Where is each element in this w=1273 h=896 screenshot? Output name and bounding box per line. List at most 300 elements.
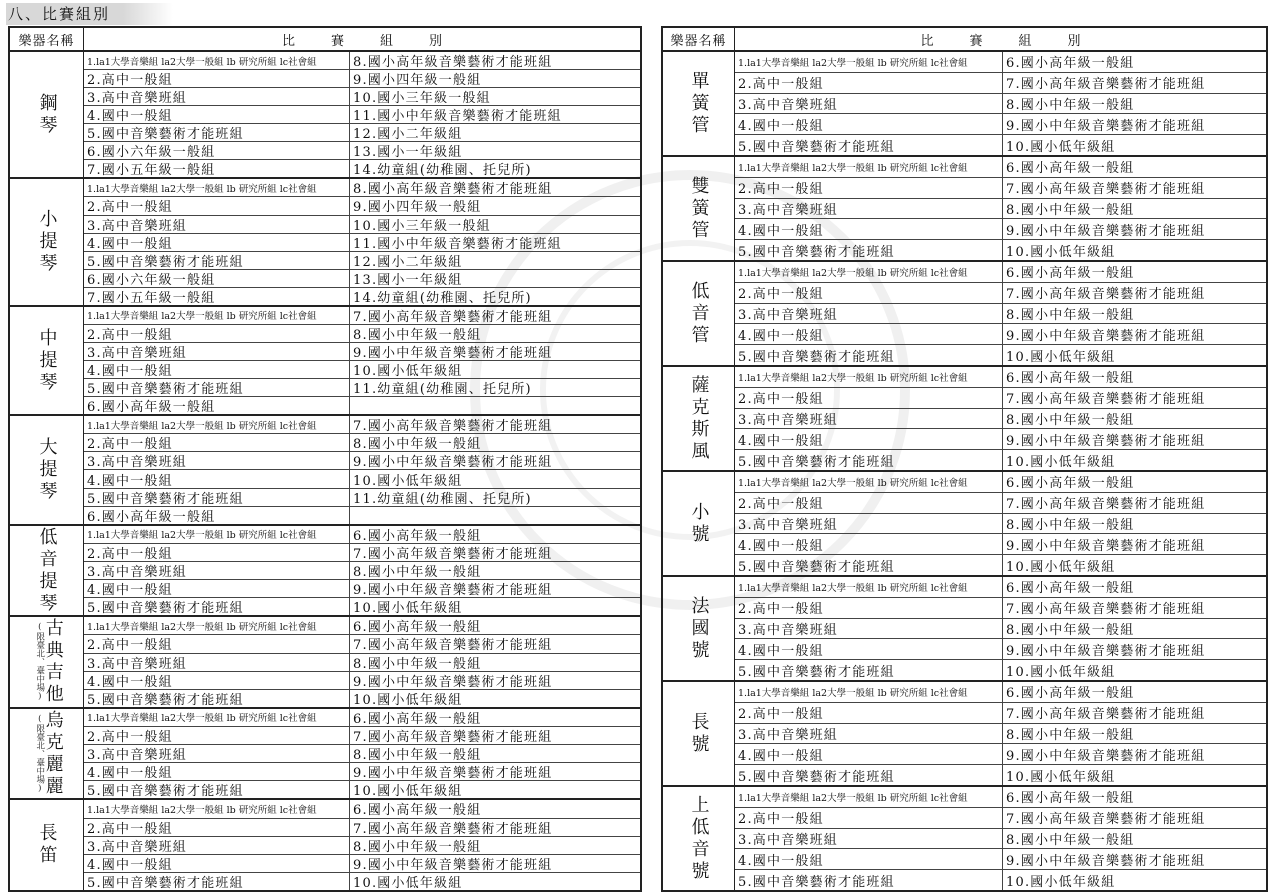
table-row bbox=[84, 617, 640, 635]
group-list bbox=[84, 526, 640, 616]
table-row bbox=[84, 819, 640, 837]
group-cell: 5.國中音樂藝術才能班組 bbox=[84, 690, 350, 707]
table-row bbox=[735, 639, 1266, 660]
group-cell: 10.國小三年級一般組 bbox=[353, 91, 491, 106]
group-cell: 8.國小中年級一般組 bbox=[353, 748, 482, 763]
group-cell: 1.la1大學音樂組 la2大學一般組 lb 研究所組 lc社會組 bbox=[735, 367, 1003, 387]
instrument-name-cell bbox=[10, 709, 84, 799]
group-cell: 1.la1大學音樂組 la2大學一般組 lb 研究所組 lc社會組 bbox=[84, 617, 350, 634]
table-row bbox=[84, 544, 640, 562]
group-cell: 2.高中一般組 bbox=[84, 727, 350, 744]
instrument-block bbox=[10, 52, 640, 179]
table-row bbox=[84, 672, 640, 690]
table-row bbox=[84, 52, 640, 70]
group-cell: 9.國小中年級音樂藝術才能班組 bbox=[1006, 328, 1206, 344]
group-list bbox=[735, 577, 1266, 680]
group-cell: 7.國小高年級音樂藝術才能班組 bbox=[353, 730, 553, 745]
table-header bbox=[10, 28, 640, 52]
instrument-name-cell bbox=[663, 577, 735, 680]
instrument-name: 長笛 bbox=[36, 823, 58, 868]
table-row bbox=[84, 526, 640, 544]
instrument-block bbox=[10, 617, 640, 709]
group-cell: 8.國小中年級一般組 bbox=[353, 327, 482, 342]
group-cell: 10.國小低年級組 bbox=[353, 364, 463, 379]
table-row bbox=[735, 199, 1266, 220]
group-cell: 3.高中音樂班組 bbox=[735, 94, 1003, 114]
group-cell: 6.國小高年級一般組 bbox=[1006, 581, 1135, 597]
group-cell: 3.高中音樂班組 bbox=[735, 304, 1003, 324]
group-cell: 8.國小中年級一般組 bbox=[1006, 412, 1135, 428]
group-cell: 10.國小低年級組 bbox=[1006, 559, 1116, 575]
group-cell: 10.國小低年級組 bbox=[1006, 454, 1116, 470]
group-cell: 3.高中音樂班組 bbox=[735, 724, 1003, 744]
group-cell: 2.高中一般組 bbox=[735, 283, 1003, 303]
group-cell: 2.高中一般組 bbox=[735, 73, 1003, 93]
table-row bbox=[735, 598, 1266, 619]
table-row bbox=[735, 787, 1266, 808]
table-row bbox=[735, 114, 1266, 135]
table-row bbox=[84, 397, 640, 414]
group-cell: 3.高中音樂班組 bbox=[84, 745, 350, 762]
group-cell: 1.la1大學音樂組 la2大學一般組 lb 研究所組 lc社會組 bbox=[84, 179, 350, 196]
group-cell: 5.國中音樂藝術才能班組 bbox=[84, 781, 350, 798]
group-cell: 9.國小中年級音樂藝術才能班組 bbox=[1006, 538, 1206, 554]
instrument-name: 鋼琴 bbox=[36, 92, 58, 137]
group-cell: 2.高中一般組 bbox=[84, 434, 350, 451]
table-row bbox=[84, 288, 640, 305]
table-row bbox=[84, 837, 640, 855]
table-row bbox=[84, 106, 640, 124]
group-cell: 7.國小五年級一般組 bbox=[84, 160, 350, 177]
group-cell: 4.國中一般組 bbox=[84, 580, 350, 597]
group-cell: 3.高中音樂班組 bbox=[84, 654, 350, 671]
group-cell: 4.國中一般組 bbox=[735, 744, 1003, 764]
table-row bbox=[84, 598, 640, 615]
group-list bbox=[84, 800, 640, 890]
instrument-name: 大提琴 bbox=[36, 436, 58, 503]
group-cell: 2.高中一般組 bbox=[84, 197, 350, 214]
group-cell: 9.國小中年級音樂藝術才能班組 bbox=[1006, 223, 1206, 239]
group-cell: 6.國小高年級一般組 bbox=[1006, 476, 1135, 492]
table-row bbox=[735, 555, 1266, 575]
table-row bbox=[735, 472, 1266, 493]
group-cell: 2.高中一般組 bbox=[84, 325, 350, 342]
table-row bbox=[84, 745, 640, 763]
table-row bbox=[84, 727, 640, 745]
table-row bbox=[84, 270, 640, 288]
group-cell: 1.la1大學音樂組 la2大學一般組 lb 研究所組 lc社會組 bbox=[84, 416, 350, 433]
left-table bbox=[8, 26, 642, 892]
instrument-name-cell bbox=[663, 262, 735, 365]
instrument-name-cell bbox=[10, 617, 84, 707]
group-cell: 9.國小中年級音樂藝術才能班組 bbox=[1006, 748, 1206, 764]
instrument-name-cell bbox=[663, 787, 735, 890]
table-row bbox=[735, 73, 1266, 94]
instrument-header: 樂器名稱 bbox=[663, 28, 735, 50]
group-list bbox=[84, 179, 640, 304]
group-cell: 6.國小高年級一般組 bbox=[84, 397, 350, 414]
table-row bbox=[84, 416, 640, 434]
group-cell: 6.國小高年級一般組 bbox=[1006, 686, 1135, 702]
group-cell: 10.國小低年級組 bbox=[1006, 874, 1116, 890]
group-cell: 3.高中音樂班組 bbox=[84, 216, 350, 233]
group-cell: 7.國小高年級音樂藝術才能班組 bbox=[1006, 812, 1206, 828]
group-cell: 5.國中音樂藝術才能班組 bbox=[735, 870, 1003, 890]
table-row bbox=[735, 367, 1266, 388]
group-cell: 2.高中一般組 bbox=[735, 808, 1003, 828]
group-cell: 5.國中音樂藝術才能班組 bbox=[735, 660, 1003, 680]
table-row bbox=[84, 197, 640, 215]
group-cell: 9.國小中年級音樂藝術才能班組 bbox=[1006, 433, 1206, 449]
group-cell: 4.國中一般組 bbox=[84, 470, 350, 487]
instrument-block bbox=[10, 307, 640, 416]
table-row bbox=[84, 160, 640, 177]
instrument-name: 小號 bbox=[688, 501, 710, 546]
table-row bbox=[84, 179, 640, 197]
group-cell: 9.國小中年級音樂藝術才能班組 bbox=[353, 345, 553, 361]
group-cell bbox=[350, 397, 640, 414]
instrument-name: 烏克麗麗 bbox=[42, 709, 64, 798]
group-cell: 1.la1大學音樂組 la2大學一般組 lb 研究所組 lc社會組 bbox=[735, 472, 1003, 492]
group-cell: 9.國小中年級音樂藝術才能班組 bbox=[1006, 853, 1206, 869]
instrument-block bbox=[663, 787, 1266, 890]
group-cell: 7.國小五年級一般組 bbox=[84, 288, 350, 305]
instrument-block bbox=[663, 262, 1266, 367]
group-list bbox=[84, 709, 640, 799]
group-cell: 1.la1大學音樂組 la2大學一般組 lb 研究所組 lc社會組 bbox=[735, 682, 1003, 702]
table-row bbox=[84, 763, 640, 781]
group-cell: 10.國小低年級組 bbox=[1006, 139, 1116, 155]
group-cell: 9.國小中年級音樂藝術才能班組 bbox=[353, 674, 553, 689]
group-cell: 2.高中一般組 bbox=[84, 70, 350, 87]
group-cell: 7.國小高年級音樂藝術才能班組 bbox=[353, 821, 553, 836]
table-row bbox=[84, 654, 640, 672]
table-row bbox=[84, 855, 640, 873]
group-list bbox=[735, 682, 1266, 785]
group-cell: 3.高中音樂班組 bbox=[84, 452, 350, 469]
venue-note: (限臺北、臺中場) bbox=[34, 622, 45, 702]
table-row bbox=[84, 781, 640, 798]
group-cell: 6.國小六年級一般組 bbox=[84, 270, 350, 287]
group-cell: 4.國中一般組 bbox=[84, 672, 350, 689]
table-row bbox=[735, 135, 1266, 155]
group-cell: 4.國中一般組 bbox=[84, 763, 350, 780]
group-cell: 4.國中一般組 bbox=[84, 361, 350, 378]
group-cell: 7.國小高年級音樂藝術才能班組 bbox=[353, 546, 553, 561]
table-row bbox=[735, 724, 1266, 745]
table-row bbox=[84, 690, 640, 707]
table-row bbox=[735, 345, 1266, 365]
table-row bbox=[735, 304, 1266, 325]
group-cell: 5.國中音樂藝術才能班組 bbox=[735, 345, 1003, 365]
group-cell: 7.國小高年級音樂藝術才能班組 bbox=[1006, 287, 1206, 303]
section-title: 八、比賽組別 bbox=[6, 3, 173, 25]
table-row bbox=[84, 234, 640, 252]
table-row bbox=[84, 434, 640, 452]
table-row bbox=[735, 682, 1266, 703]
group-cell: 7.國小高年級音樂藝術才能班組 bbox=[1006, 77, 1206, 93]
group-cell: 14.幼童組(幼稚園、托兒所) bbox=[353, 163, 532, 178]
instrument-block bbox=[663, 472, 1266, 577]
table-row bbox=[735, 765, 1266, 785]
table-row bbox=[735, 619, 1266, 640]
group-cell: 4.國中一般組 bbox=[735, 849, 1003, 869]
group-cell: 3.高中音樂班組 bbox=[84, 88, 350, 105]
group-cell: 3.高中音樂班組 bbox=[735, 409, 1003, 429]
table-row bbox=[84, 379, 640, 397]
group-cell bbox=[350, 507, 640, 524]
group-cell: 6.國小高年級一般組 bbox=[1006, 266, 1135, 282]
table-row bbox=[84, 307, 640, 325]
table-row bbox=[735, 577, 1266, 598]
group-cell: 10.國小低年級組 bbox=[353, 692, 463, 707]
group-cell: 2.高中一般組 bbox=[735, 598, 1003, 618]
table-row bbox=[735, 52, 1266, 73]
instrument-header: 樂器名稱 bbox=[10, 28, 84, 50]
group-cell: 10.國小低年級組 bbox=[1006, 769, 1116, 785]
group-cell: 7.國小高年級音樂藝術才能班組 bbox=[1006, 707, 1206, 723]
right-table bbox=[661, 26, 1268, 892]
instrument-block bbox=[663, 52, 1266, 157]
group-cell: 8.國小中年級一般組 bbox=[1006, 517, 1135, 533]
instrument-name-cell bbox=[10, 307, 84, 414]
group-cell: 1.la1大學音樂組 la2大學一般組 lb 研究所組 lc社會組 bbox=[735, 787, 1003, 807]
group-cell: 1.la1大學音樂組 la2大學一般組 lb 研究所組 lc社會組 bbox=[735, 52, 1003, 72]
group-cell: 6.國小高年級一般組 bbox=[1006, 791, 1135, 807]
group-cell: 4.國中一般組 bbox=[84, 106, 350, 123]
table-row bbox=[84, 252, 640, 270]
group-cell: 5.國中音樂藝術才能班組 bbox=[735, 135, 1003, 155]
table-row bbox=[735, 324, 1266, 345]
group-cell: 10.國小低年級組 bbox=[1006, 244, 1116, 260]
table-row bbox=[735, 450, 1266, 470]
table-row bbox=[735, 703, 1266, 724]
group-cell: 3.高中音樂班組 bbox=[735, 199, 1003, 219]
table-row bbox=[735, 262, 1266, 283]
table-row bbox=[735, 534, 1266, 555]
table-row bbox=[735, 808, 1266, 829]
table-row bbox=[735, 744, 1266, 765]
group-cell: 6.國小六年級一般組 bbox=[84, 142, 350, 159]
instrument-name: 中提琴 bbox=[36, 327, 58, 394]
table-row bbox=[735, 514, 1266, 535]
instrument-block bbox=[663, 577, 1266, 682]
group-cell: 2.高中一般組 bbox=[84, 635, 350, 652]
table-row bbox=[735, 219, 1266, 240]
group-cell: 9.國小四年級一般組 bbox=[353, 73, 482, 88]
instrument-name: 雙簧管 bbox=[688, 175, 710, 242]
instrument-block bbox=[10, 709, 640, 801]
group-cell: 7.國小高年級音樂藝術才能班組 bbox=[1006, 602, 1206, 618]
group-cell: 1.la1大學音樂組 la2大學一般組 lb 研究所組 lc社會組 bbox=[84, 526, 350, 543]
group-list bbox=[84, 52, 640, 177]
instrument-name-cell bbox=[10, 179, 84, 304]
group-cell: 6.國小高年級一般組 bbox=[353, 620, 482, 635]
instrument-name: 長號 bbox=[688, 711, 710, 756]
instrument-name: 低音管 bbox=[688, 280, 710, 347]
group-cell: 5.國中音樂藝術才能班組 bbox=[84, 489, 350, 506]
table-row bbox=[735, 409, 1266, 430]
group-cell: 14.幼童組(幼稚園、托兒所) bbox=[353, 290, 532, 305]
competition-header: 比賽組別 bbox=[920, 33, 1117, 49]
instrument-block bbox=[663, 367, 1266, 472]
table-row bbox=[735, 870, 1266, 890]
instrument-block bbox=[10, 526, 640, 618]
group-cell: 8.國小中年級一般組 bbox=[1006, 97, 1135, 113]
group-cell: 5.國中音樂藝術才能班組 bbox=[735, 450, 1003, 470]
group-cell: 8.國小中年級一般組 bbox=[353, 839, 482, 854]
instrument-name: 小提琴 bbox=[36, 209, 58, 276]
table-row bbox=[84, 124, 640, 142]
group-cell: 4.國中一般組 bbox=[84, 234, 350, 251]
group-list bbox=[735, 157, 1266, 260]
group-cell: 9.國小中年級音樂藝術才能班組 bbox=[353, 583, 553, 598]
group-cell: 9.國小中年級音樂藝術才能班組 bbox=[353, 857, 553, 872]
group-cell: 9.國小中年級音樂藝術才能班組 bbox=[1006, 118, 1206, 134]
group-cell: 5.國中音樂藝術才能班組 bbox=[735, 555, 1003, 575]
instrument-block bbox=[10, 179, 640, 306]
group-cell: 2.高中一般組 bbox=[84, 819, 350, 836]
table-row bbox=[84, 873, 640, 890]
group-cell: 3.高中音樂班組 bbox=[84, 837, 350, 854]
group-cell: 2.高中一般組 bbox=[735, 388, 1003, 408]
group-cell: 4.國中一般組 bbox=[84, 855, 350, 872]
group-cell: 3.高中音樂班組 bbox=[735, 514, 1003, 534]
group-list bbox=[735, 472, 1266, 575]
instrument-name: 古典吉他 bbox=[42, 618, 64, 707]
group-cell: 8.國小中年級一般組 bbox=[353, 656, 482, 671]
group-cell: 7.國小高年級音樂藝術才能班組 bbox=[353, 419, 553, 434]
group-cell: 9.國小四年級一般組 bbox=[353, 200, 482, 215]
table-row bbox=[84, 452, 640, 470]
group-cell: 3.高中音樂班組 bbox=[84, 562, 350, 579]
group-cell: 5.國中音樂藝術才能班組 bbox=[84, 598, 350, 615]
group-cell: 2.高中一般組 bbox=[735, 703, 1003, 723]
table-row bbox=[84, 562, 640, 580]
group-cell: 7.國小高年級音樂藝術才能班組 bbox=[353, 638, 553, 653]
table-row bbox=[735, 429, 1266, 450]
table-row bbox=[84, 489, 640, 507]
group-cell: 11.國小中年級音樂藝術才能班組 bbox=[353, 236, 562, 251]
group-cell: 1.la1大學音樂組 la2大學一般組 lb 研究所組 lc社會組 bbox=[735, 577, 1003, 597]
group-cell: 8.國小高年級音樂藝術才能班組 bbox=[353, 55, 553, 70]
group-cell: 2.高中一般組 bbox=[735, 493, 1003, 513]
group-cell: 13.國小一年級組 bbox=[353, 145, 463, 160]
group-cell: 4.國中一般組 bbox=[735, 114, 1003, 134]
instrument-name-cell bbox=[663, 472, 735, 575]
group-list bbox=[735, 262, 1266, 365]
group-cell: 3.高中音樂班組 bbox=[84, 343, 350, 360]
group-cell: 10.國小低年級組 bbox=[1006, 664, 1116, 680]
group-cell: 6.國小高年級一般組 bbox=[353, 803, 482, 818]
table-row bbox=[84, 325, 640, 343]
instrument-name-cell bbox=[10, 800, 84, 890]
group-cell: 10.國小低年級組 bbox=[353, 875, 463, 890]
competition-header: 比賽組別 bbox=[281, 33, 478, 49]
group-cell: 10.國小低年級組 bbox=[353, 601, 463, 616]
instrument-name-cell bbox=[663, 52, 735, 155]
group-cell: 9.國小中年級音樂藝術才能班組 bbox=[353, 766, 553, 781]
group-cell: 11.國小中年級音樂藝術才能班組 bbox=[353, 109, 562, 124]
group-cell: 1.la1大學音樂組 la2大學一般組 lb 研究所組 lc社會組 bbox=[735, 262, 1003, 282]
instrument-name-cell bbox=[10, 52, 84, 177]
group-cell: 10.國小低年級組 bbox=[353, 473, 463, 488]
table-row bbox=[735, 660, 1266, 680]
table-row bbox=[735, 829, 1266, 850]
group-cell: 5.國中音樂藝術才能班組 bbox=[84, 252, 350, 269]
group-cell: 10.國小低年級組 bbox=[1006, 349, 1116, 365]
group-cell: 6.國小高年級一般組 bbox=[1006, 371, 1135, 387]
group-cell: 4.國中一般組 bbox=[735, 219, 1003, 239]
group-cell: 1.la1大學音樂組 la2大學一般組 lb 研究所組 lc社會組 bbox=[84, 800, 350, 817]
table-row bbox=[84, 800, 640, 818]
table-header bbox=[663, 28, 1266, 52]
group-cell: 5.國中音樂藝術才能班組 bbox=[84, 873, 350, 890]
table-row bbox=[735, 849, 1266, 870]
group-cell: 4.國中一般組 bbox=[735, 639, 1003, 659]
group-cell: 8.國小中年級一般組 bbox=[353, 565, 482, 580]
group-cell: 8.國小中年級一般組 bbox=[1006, 202, 1135, 218]
group-cell: 4.國中一般組 bbox=[735, 534, 1003, 554]
group-list bbox=[735, 787, 1266, 890]
group-cell: 8.國小中年級一般組 bbox=[1006, 622, 1135, 638]
instrument-name-cell bbox=[663, 367, 735, 470]
table-row bbox=[735, 157, 1266, 178]
table-row bbox=[84, 507, 640, 524]
group-cell: 7.國小高年級音樂藝術才能班組 bbox=[1006, 497, 1206, 513]
instrument-name: 法國號 bbox=[688, 595, 710, 662]
table-row bbox=[735, 240, 1266, 260]
instrument-name: 低音提琴 bbox=[36, 526, 58, 615]
group-list bbox=[735, 367, 1266, 470]
group-cell: 11.幼童組(幼稚園、托兒所) bbox=[353, 491, 532, 506]
table-row bbox=[84, 216, 640, 234]
group-cell: 7.國小高年級音樂藝術才能班組 bbox=[1006, 182, 1206, 198]
group-cell: 8.國小高年級音樂藝術才能班組 bbox=[353, 182, 553, 197]
instrument-name: 上低音號 bbox=[688, 794, 710, 883]
group-cell: 1.la1大學音樂組 la2大學一般組 lb 研究所組 lc社會組 bbox=[735, 157, 1003, 177]
group-cell: 5.國中音樂藝術才能班組 bbox=[735, 240, 1003, 260]
instrument-block bbox=[10, 416, 640, 525]
table-row bbox=[735, 178, 1266, 199]
group-cell: 9.國小中年級音樂藝術才能班組 bbox=[1006, 643, 1206, 659]
group-list bbox=[84, 416, 640, 523]
table-row bbox=[84, 635, 640, 653]
table-row bbox=[84, 361, 640, 379]
group-list bbox=[84, 307, 640, 414]
table-row bbox=[735, 283, 1266, 304]
instrument-block bbox=[663, 682, 1266, 787]
group-cell: 8.國小中年級一般組 bbox=[1006, 307, 1135, 323]
instrument-block bbox=[10, 800, 640, 890]
table-row bbox=[84, 70, 640, 88]
instrument-name-cell bbox=[663, 682, 735, 785]
group-cell: 10.國小三年級一般組 bbox=[353, 218, 491, 233]
group-cell: 3.高中音樂班組 bbox=[735, 829, 1003, 849]
group-cell: 5.國中音樂藝術才能班組 bbox=[84, 124, 350, 141]
instrument-name-cell bbox=[663, 157, 735, 260]
table-row bbox=[84, 709, 640, 727]
group-cell: 12.國小二年級組 bbox=[353, 127, 463, 142]
group-cell: 12.國小二年級組 bbox=[353, 254, 463, 269]
table-row bbox=[84, 470, 640, 488]
group-list bbox=[735, 52, 1266, 155]
group-cell: 4.國中一般組 bbox=[735, 324, 1003, 344]
table-row bbox=[735, 94, 1266, 115]
group-cell: 11.幼童組(幼稚園、托兒所) bbox=[353, 382, 532, 397]
group-cell: 6.國小高年級一般組 bbox=[353, 528, 482, 543]
group-cell: 1.la1大學音樂組 la2大學一般組 lb 研究所組 lc社會組 bbox=[84, 709, 350, 726]
